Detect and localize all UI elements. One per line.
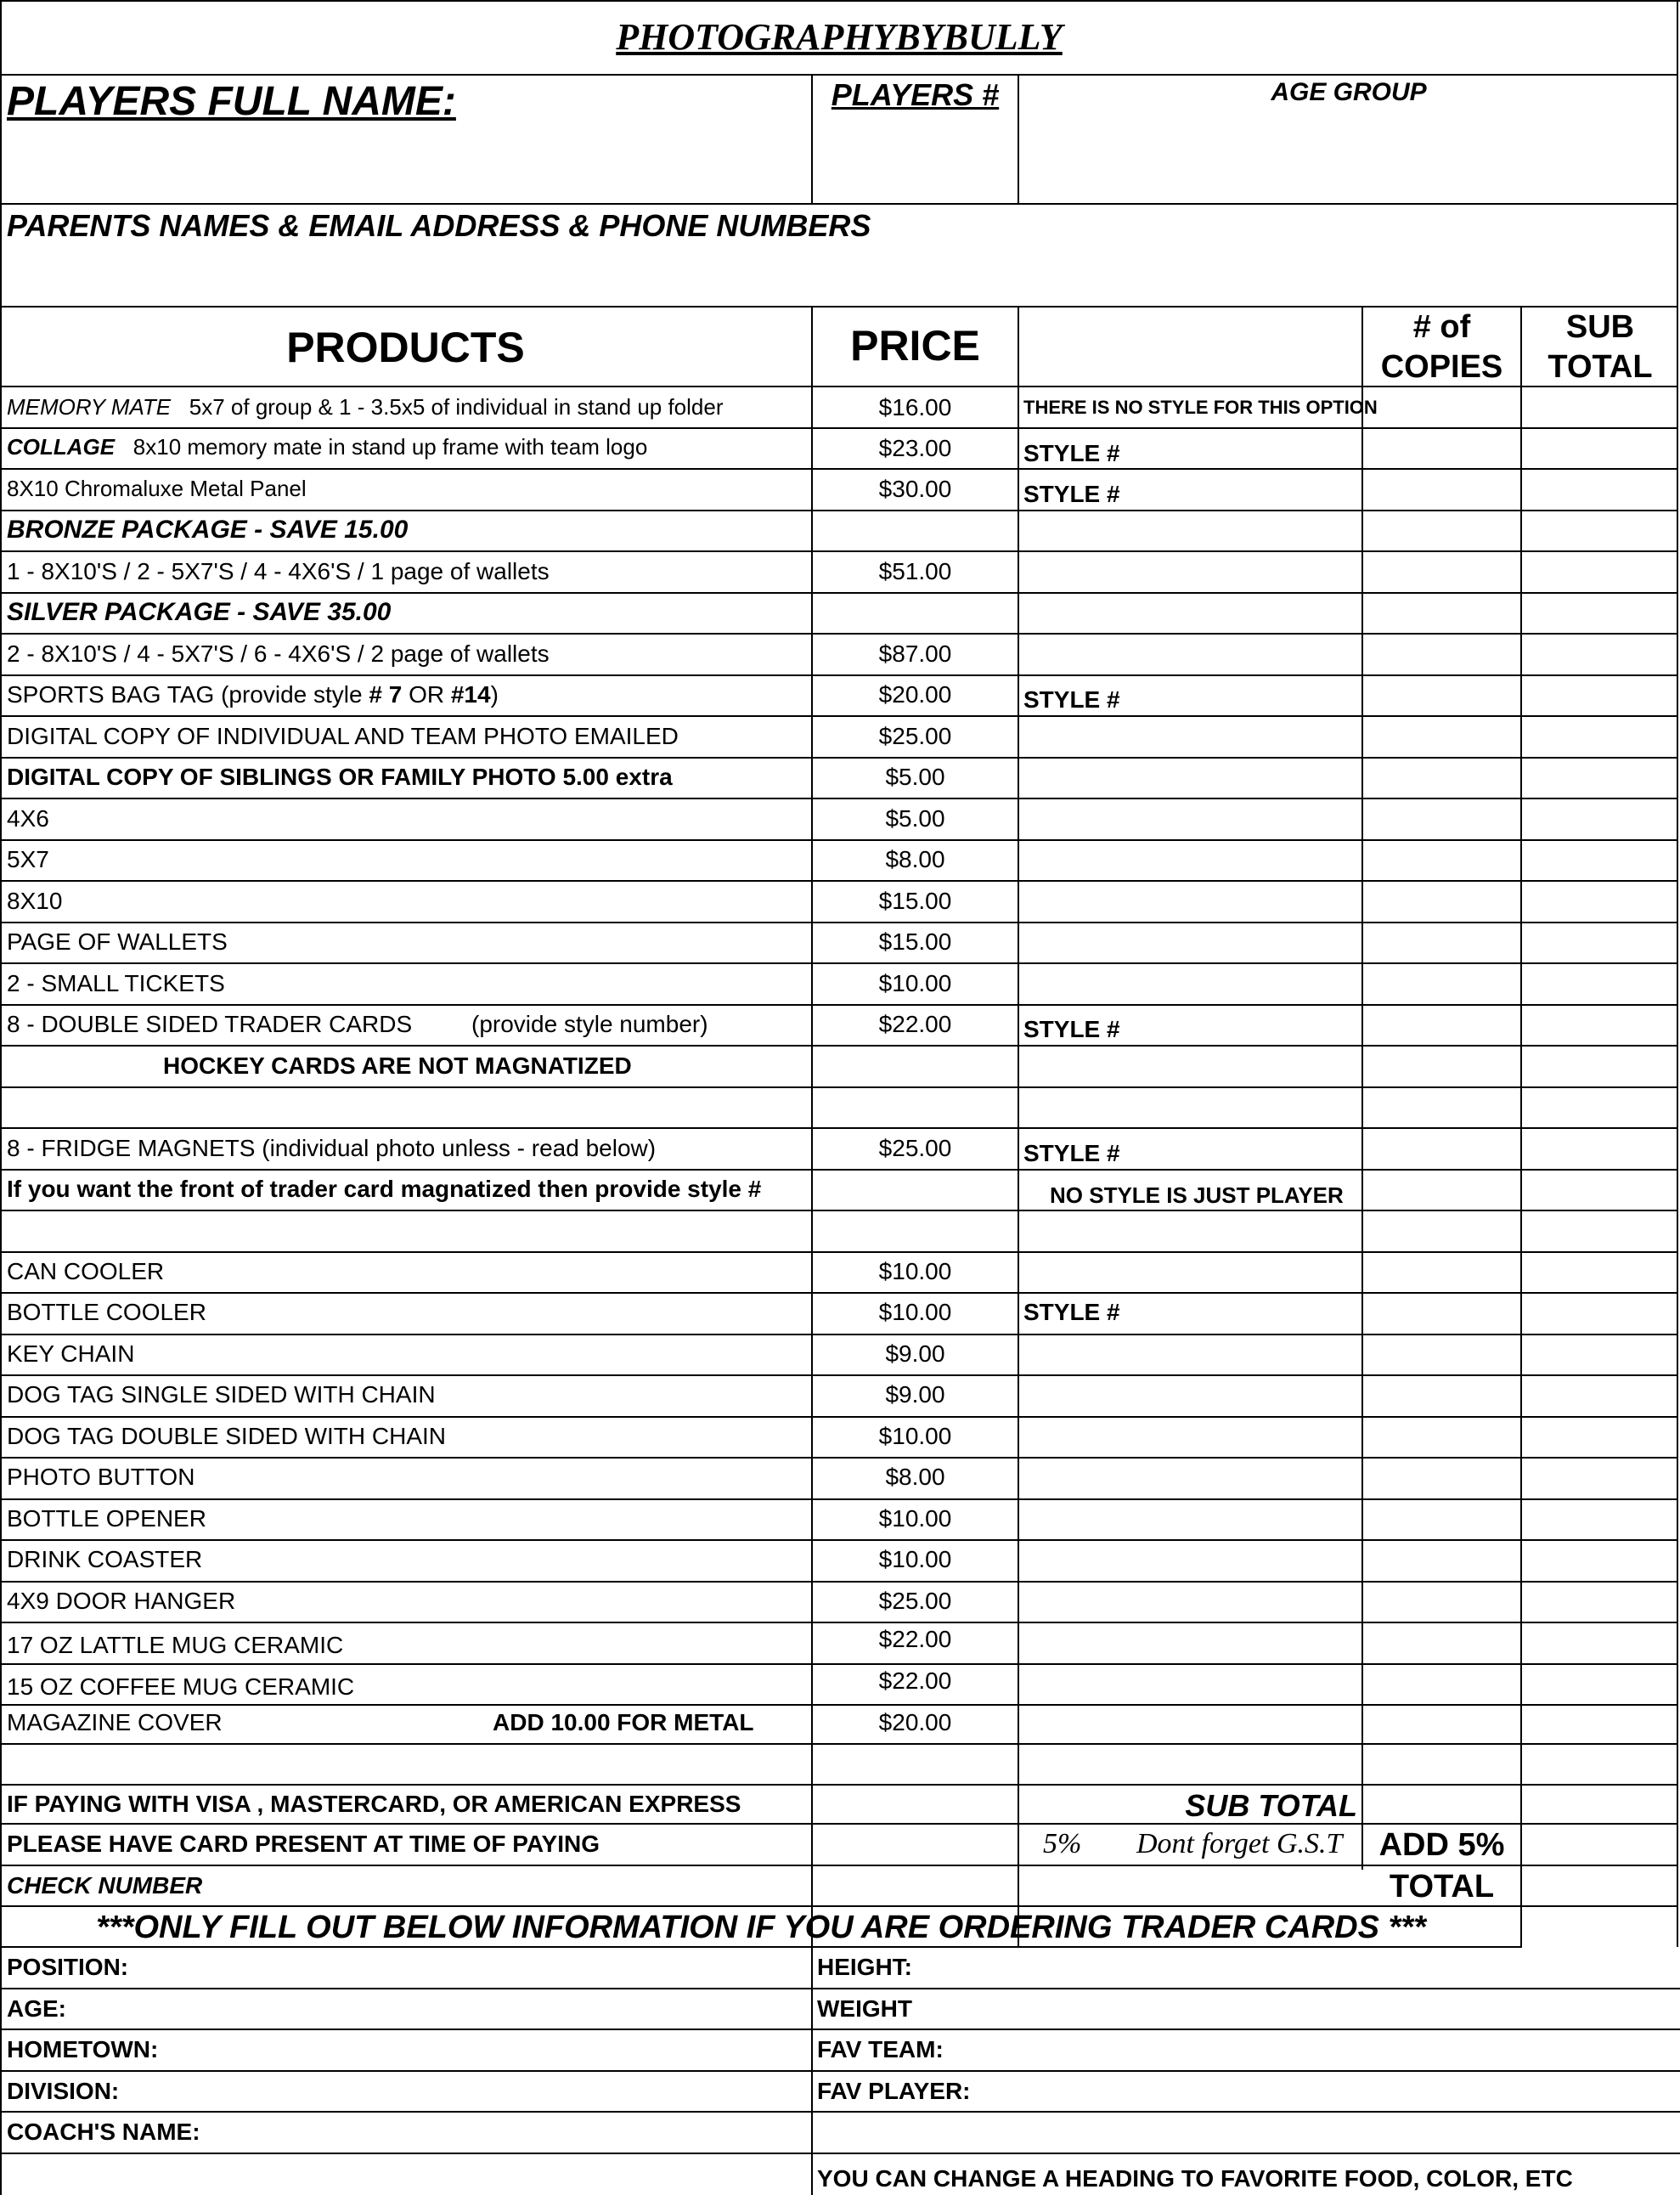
product-price: $10.00 — [878, 1423, 952, 1449]
rule — [0, 427, 1678, 429]
product-price: $10.00 — [878, 1505, 952, 1532]
product-style-note: STYLE # — [1023, 686, 1120, 713]
rule — [0, 1457, 1678, 1459]
product-name: 4X6 — [7, 805, 49, 832]
border-right — [1677, 0, 1678, 1947]
rule — [0, 962, 1678, 964]
rule — [0, 674, 1678, 676]
hometown-label: HOMETOWN: — [7, 2036, 159, 2062]
product-description: ADD 10.00 FOR METAL — [493, 1709, 754, 1735]
product-name: 15 OZ COFFEE MUG CERAMIC — [7, 1673, 355, 1700]
product-name: SPORTS BAG TAG (provide style — [7, 681, 369, 708]
product-description: 5x7 of group & 1 - 3.5x5 of individual in stand up folder — [189, 394, 724, 420]
rule — [1361, 307, 1363, 1870]
total-label: TOTAL — [1389, 1869, 1495, 1904]
product-name: 2 - 8X10'S / 4 - 5X7'S / 6 - 4X6'S / 2 page of wallets — [7, 640, 550, 667]
fav-player-label: FAV PLAYER: — [817, 2078, 971, 2104]
rule — [1018, 307, 1019, 1947]
rule — [0, 1498, 1678, 1500]
add-5-label: ADD 5% — [1378, 1827, 1505, 1863]
product-name: 17 OZ LATTLE MUG CERAMIC — [7, 1632, 344, 1658]
product-price: $25.00 — [878, 1588, 952, 1614]
rule — [0, 1004, 1678, 1006]
hockey-cards-note: HOCKEY CARDS ARE NOT MAGNATIZED — [163, 1052, 632, 1079]
product-price: $22.00 — [878, 1667, 952, 1694]
product-name: BOTTLE OPENER — [7, 1505, 206, 1532]
rule — [0, 880, 1678, 882]
rule — [0, 715, 1678, 717]
product-name: 8X10 Chromaluxe Metal Panel — [7, 476, 307, 501]
product-style-note: STYLE # — [1023, 440, 1120, 466]
product-price: $22.00 — [878, 1626, 952, 1652]
subtotal-header-line1: SUB — [1565, 309, 1635, 345]
players-full-name-label: PLAYERS FULL NAME: — [7, 79, 456, 124]
subtotal-header-line2: TOTAL — [1548, 349, 1653, 385]
product-price: $20.00 — [878, 1709, 952, 1735]
rule — [0, 1539, 1678, 1541]
rule — [0, 1905, 1678, 1907]
rule — [0, 468, 1678, 470]
package-heading: SILVER PACKAGE - SAVE 35.00 — [7, 598, 392, 626]
rule — [0, 2070, 1680, 2072]
product-price: $8.00 — [885, 846, 945, 872]
rule — [1520, 307, 1522, 1947]
rule — [0, 2111, 1680, 2113]
rule — [0, 1663, 1678, 1665]
product-price: $5.00 — [885, 764, 945, 790]
product-name: DOG TAG DOUBLE SIDED WITH CHAIN — [7, 1423, 447, 1449]
rule — [0, 1292, 1678, 1294]
payment-card-note: IF PAYING WITH VISA , MASTERCARD, OR AMERICAN EXPRESS — [7, 1791, 741, 1817]
product-price: $9.00 — [885, 1381, 945, 1408]
studio-title: PHOTOGRAPHYBYBULLY — [616, 16, 1063, 58]
position-label: POSITION: — [7, 1954, 129, 1980]
division-label: DIVISION: — [7, 2078, 120, 2104]
rule — [0, 1251, 1678, 1253]
product-style-note: NO STYLE IS JUST PLAYER — [1050, 1182, 1344, 1208]
parents-info-label: PARENTS NAMES & EMAIL ADDRESS & PHONE NUMBERS — [7, 208, 871, 243]
height-label: HEIGHT: — [817, 1954, 912, 1980]
product-price: $10.00 — [878, 1258, 952, 1284]
products-header: PRODUCTS — [286, 324, 525, 371]
trader-info-heading: ***ONLY FILL OUT BELOW INFORMATION IF YOU ARE ORDERING TRADER CARDS *** — [96, 1910, 1426, 1945]
rule — [0, 550, 1678, 552]
product-name: DOG TAG SINGLE SIDED WITH CHAIN — [7, 1381, 436, 1408]
rule — [0, 839, 1678, 841]
product-price: $51.00 — [878, 558, 952, 584]
rule — [0, 922, 1678, 923]
product-name: 8 - DOUBLE SIDED TRADER CARDS — [7, 1011, 413, 1037]
product-name: 1 - 8X10'S / 2 - 5X7'S / 4 - 4X6'S / 1 page of wallets — [7, 558, 550, 584]
rule — [0, 1416, 1678, 1418]
product-name: PAGE OF WALLETS — [7, 928, 228, 955]
gst-percent: 5% — [1043, 1828, 1082, 1859]
rule — [0, 1374, 1678, 1376]
border-top — [0, 0, 1680, 2]
product-price: $10.00 — [878, 1546, 952, 1572]
rule — [0, 1988, 1680, 1989]
product-description: 8x10 memory mate in stand up frame with team logo — [132, 434, 648, 460]
rule — [0, 1784, 1678, 1786]
rule — [0, 1946, 1522, 1948]
sub-total-label: SUB TOTAL — [1185, 1788, 1357, 1823]
product-price: $20.00 — [878, 681, 952, 708]
rule — [0, 1865, 1678, 1866]
product-price: $15.00 — [878, 888, 952, 914]
product-price: $15.00 — [878, 928, 952, 955]
price-header: PRICE — [850, 322, 980, 370]
rule — [0, 1704, 1678, 1706]
rule — [0, 1743, 1678, 1745]
product-name: 8 - FRIDGE MAGNETS (individual photo unless - read below) — [7, 1135, 657, 1161]
rule — [0, 2029, 1680, 2030]
magnet-instruction: If you want the front of trader card magnatized then provide style # — [7, 1176, 762, 1202]
product-name-connector: OR — [402, 681, 451, 708]
copies-header-line2: COPIES — [1380, 349, 1503, 385]
product-name: BOTTLE COOLER — [7, 1299, 206, 1325]
product-name: 8X10 — [7, 888, 63, 914]
coach-name-label: COACH'S NAME: — [7, 2119, 200, 2145]
age-label: AGE: — [7, 1995, 66, 2022]
copies-header-line1: # of — [1412, 309, 1471, 345]
rule — [0, 1622, 1678, 1623]
rule — [0, 306, 1678, 308]
product-description: (provide style number) — [471, 1011, 708, 1037]
product-price: $22.00 — [878, 1011, 952, 1037]
product-price: $10.00 — [878, 970, 952, 996]
change-heading-note: YOU CAN CHANGE A HEADING TO FAVORITE FOOD, COLOR, ETC — [817, 2165, 1573, 2192]
product-price: $10.00 — [878, 1299, 952, 1325]
fav-team-label: FAV TEAM: — [817, 2036, 944, 2062]
product-price: $87.00 — [878, 640, 952, 667]
rule — [0, 386, 1678, 387]
product-price: $23.00 — [878, 435, 952, 461]
rule — [811, 307, 813, 1947]
rule — [0, 1823, 1678, 1825]
product-name: DRINK COASTER — [7, 1546, 203, 1572]
product-price: $8.00 — [885, 1464, 945, 1490]
product-row-label — [7, 436, 647, 458]
package-heading: BRONZE PACKAGE - SAVE 15.00 — [7, 516, 409, 544]
product-name: 2 - SMALL TICKETS — [7, 970, 225, 996]
rule — [0, 510, 1678, 511]
product-price: $25.00 — [878, 1135, 952, 1161]
product-name: CAN COOLER — [7, 1258, 165, 1284]
product-style-note: STYLE # — [1023, 481, 1120, 507]
rule — [0, 633, 1678, 635]
players-number-label: PLAYERS # — [831, 77, 1000, 112]
product-name: MEMORY MATE — [7, 394, 172, 420]
rule — [0, 74, 1678, 76]
product-style-note: STYLE # — [1023, 1140, 1120, 1166]
rule — [811, 1947, 813, 2195]
product-price: $5.00 — [885, 805, 945, 832]
gst-reminder: Dont forget G.S.T — [1136, 1828, 1343, 1859]
product-name: PHOTO BUTTON — [7, 1464, 195, 1490]
check-number-label: CHECK NUMBER — [7, 1872, 203, 1899]
rule — [0, 1169, 1678, 1171]
product-style-note: STYLE # — [1023, 1299, 1120, 1325]
rule — [0, 592, 1678, 594]
product-name: KEY CHAIN — [7, 1340, 135, 1367]
product-row-label — [7, 396, 724, 418]
style-option: # 7 — [369, 681, 403, 708]
product-price: $30.00 — [878, 476, 952, 502]
product-price: $9.00 — [885, 1340, 945, 1367]
rule — [0, 1086, 1678, 1088]
product-price: $25.00 — [878, 723, 952, 749]
rule — [0, 1334, 1678, 1335]
weight-label: WEIGHT — [817, 1995, 912, 2022]
style-option: #14 — [450, 681, 491, 708]
rule — [0, 1210, 1678, 1211]
product-price: $16.00 — [878, 394, 952, 420]
product-name: 4X9 DOOR HANGER — [7, 1588, 236, 1614]
payment-card-present-note: PLEASE HAVE CARD PRESENT AT TIME OF PAYING — [7, 1831, 600, 1857]
rule — [0, 1045, 1678, 1047]
product-name: MAGAZINE COVER — [7, 1709, 223, 1735]
product-name: COLLAGE — [7, 434, 116, 460]
product-style-note: STYLE # — [1023, 1016, 1120, 1042]
product-name: 5X7 — [7, 846, 49, 872]
product-name: DIGITAL COPY OF SIBLINGS OR FAMILY PHOTO 5.00 extra — [7, 764, 673, 790]
rule — [0, 1127, 1678, 1129]
rule — [0, 2153, 1680, 2154]
product-style-note: THERE IS NO STYLE FOR THIS OPTION — [1023, 397, 1378, 418]
product-row-label — [7, 683, 499, 707]
rule — [0, 798, 1678, 799]
rule — [0, 203, 1678, 205]
product-name-end: ) — [490, 681, 499, 708]
rule — [0, 1581, 1678, 1583]
age-group-label: AGE GROUP — [1271, 78, 1427, 106]
product-name: DIGITAL COPY OF INDIVIDUAL AND TEAM PHOTO EMAILED — [7, 723, 679, 749]
rule — [0, 757, 1678, 759]
